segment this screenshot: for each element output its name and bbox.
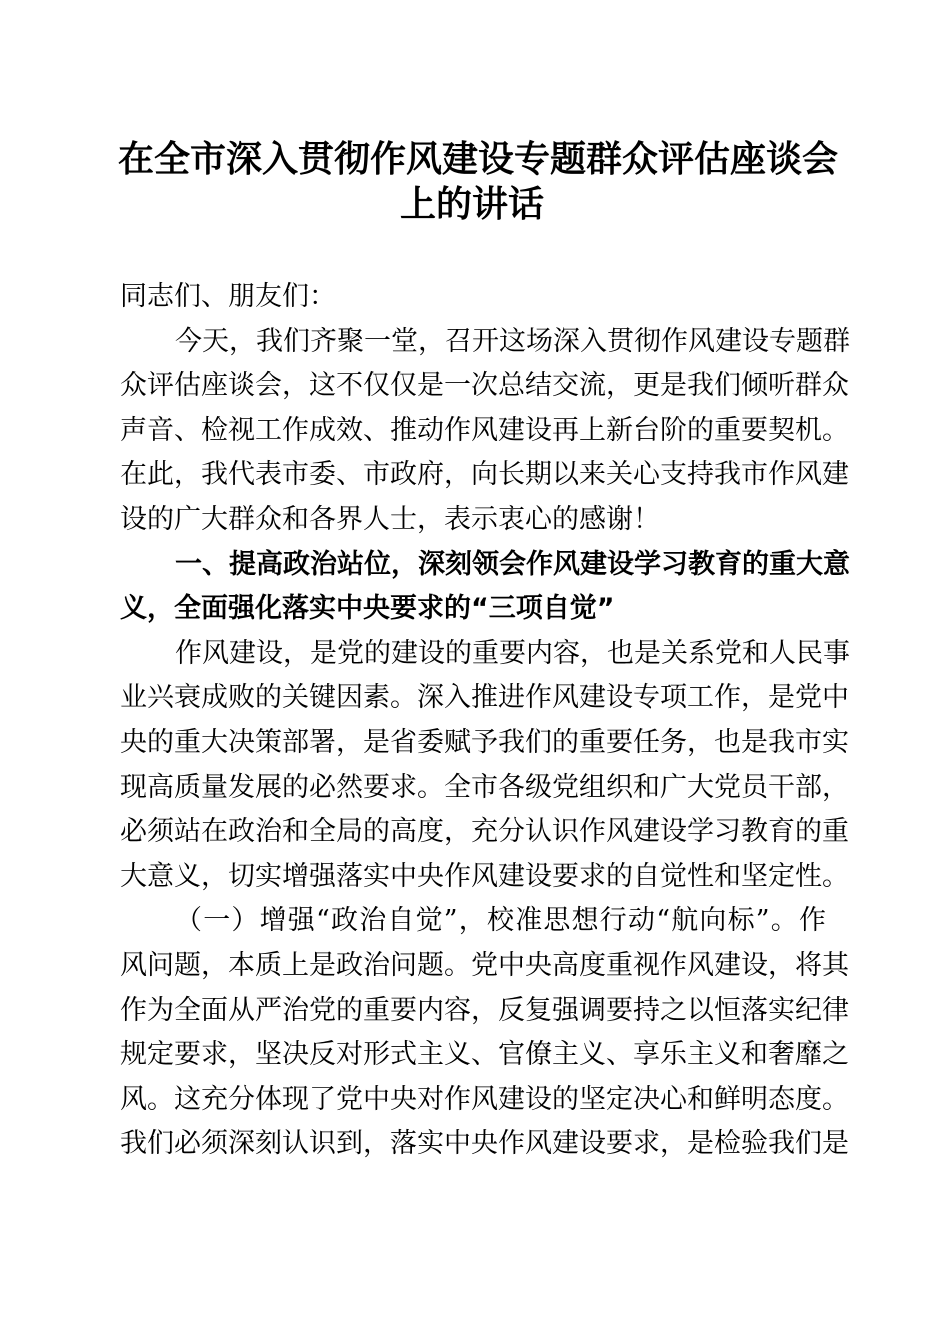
paragraph-2-line: 现高质量发展的必然要求。全市各级党组织和广大党员干部， bbox=[120, 771, 849, 803]
paragraph-1-line: 设的广大群众和各界人士，表示衷心的感谢！ bbox=[120, 503, 660, 535]
paragraph-2-line: 必须站在政治和全局的高度，充分认识作风建设学习教育的重 bbox=[120, 816, 849, 848]
paragraph-1-line: 在此，我代表市委、市政府，向长期以来关心支持我市作风建 bbox=[120, 459, 849, 491]
document-body bbox=[118, 275, 850, 1167]
paragraph-1-line: 众评估座谈会，这不仅仅是一次总结交流，更是我们倾听群众 bbox=[120, 370, 849, 402]
paragraph-2-line: 央的重大决策部署，是省委赋予我们的重要任务，也是我市实 bbox=[120, 726, 849, 758]
document-title-line-2: 上的讲话 bbox=[399, 183, 544, 225]
paragraph-2-line: 作风建设，是党的建设的重要内容，也是关系党和人民事 bbox=[175, 637, 850, 669]
paragraph-3-line: （一）增强“政治自觉”，校准思想行动“航向标”。作 bbox=[175, 905, 826, 937]
paragraph-3-line: 风问题，本质上是政治问题。党中央高度重视作风建设，将其 bbox=[120, 949, 849, 981]
paragraph-1-line: 今天，我们齐聚一堂，召开这场深入贯彻作风建设专题群 bbox=[175, 325, 850, 357]
paragraph-3-line: 风。这充分体现了党中央对作风建设的坚定决心和鲜明态度。 bbox=[120, 1083, 849, 1115]
paragraph-3-line: 作为全面从严治党的重要内容，反复强调要持之以恒落实纪律 bbox=[120, 994, 849, 1026]
paragraph-2-line: 大意义，切实增强落实中央作风建设要求的自觉性和坚定性。 bbox=[120, 860, 849, 892]
paragraph-3-line: 我们必须深刻认识到，落实中央作风建设要求，是检验我们是 bbox=[120, 1128, 849, 1160]
section-heading-line: 义，全面强化落实中央要求的“三项自觉” bbox=[120, 593, 615, 625]
salutation: 同志们、朋友们： bbox=[120, 281, 336, 312]
document-title bbox=[118, 137, 839, 227]
document-page bbox=[118, 0, 850, 1167]
section-heading-line: 一、提高政治站位，深刻领会作风建设学习教育的重大意 bbox=[175, 548, 850, 580]
document-title-line-1: 在全市深入贯彻作风建设专题群众评估座谈会 bbox=[118, 138, 839, 180]
paragraph-3-line: 规定要求，坚决反对形式主义、官僚主义、享乐主义和奢靡之 bbox=[120, 1039, 849, 1071]
paragraph-2-line: 业兴衰成败的关键因素。深入推进作风建设专项工作，是党中 bbox=[120, 682, 849, 714]
paragraph-1-line: 声音、检视工作成效、推动作风建设再上新台阶的重要契机。 bbox=[120, 414, 849, 446]
